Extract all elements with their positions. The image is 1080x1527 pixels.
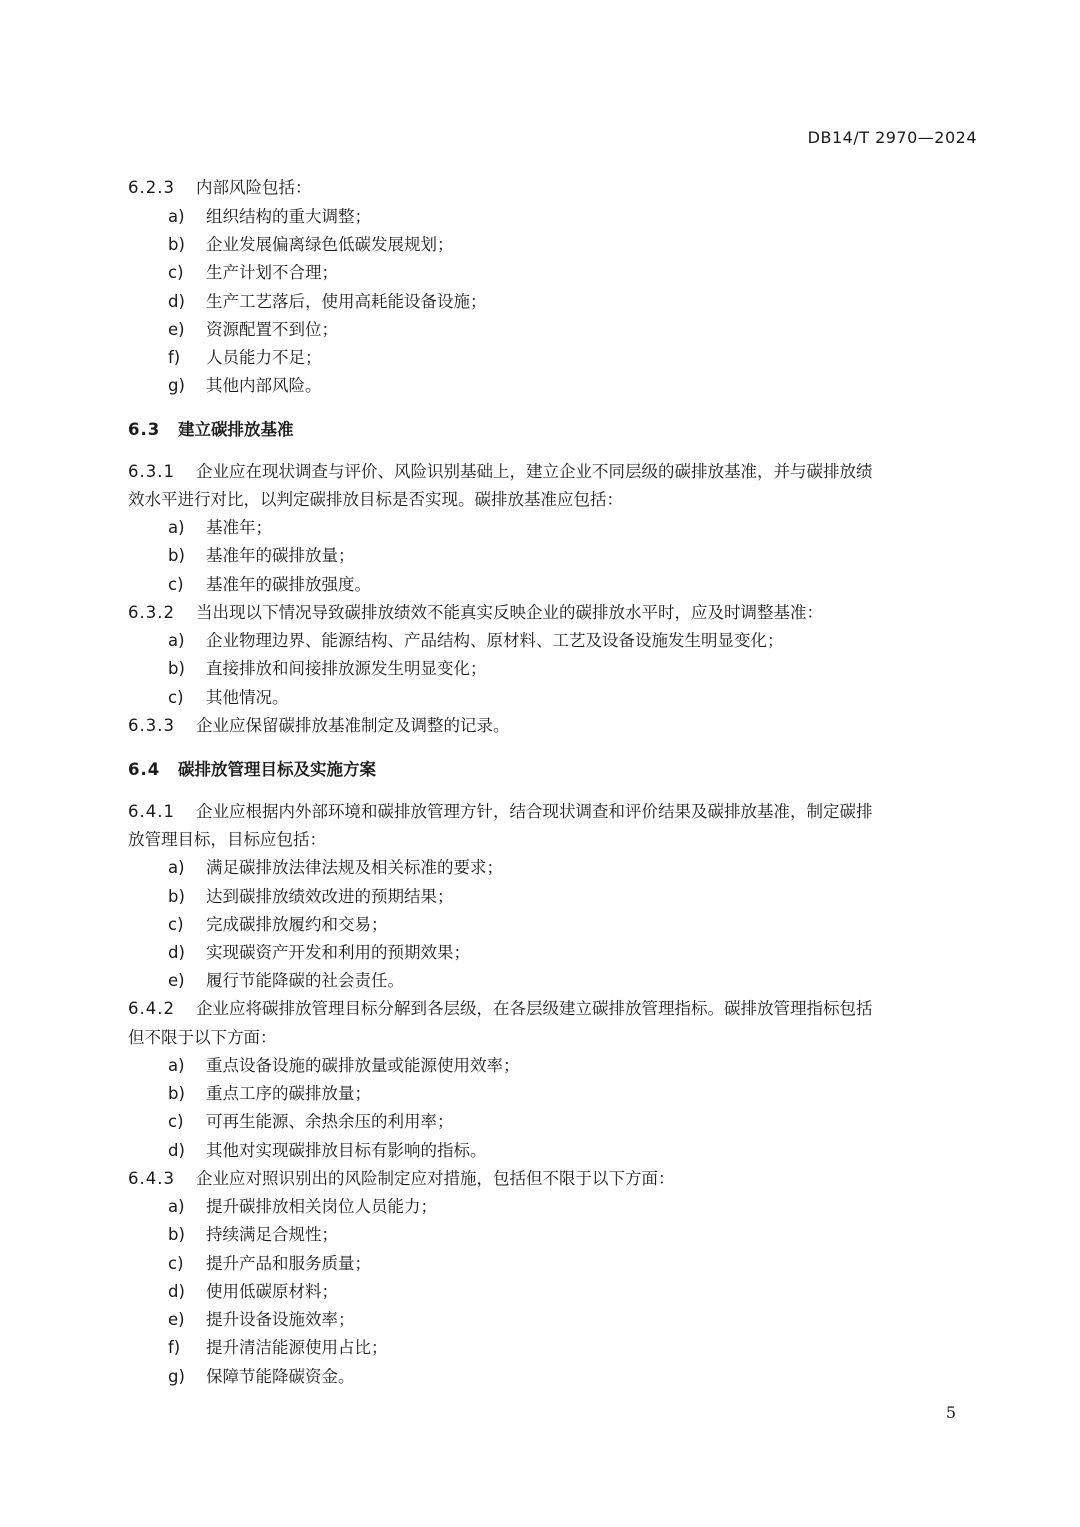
item-mark: b) <box>168 659 185 678</box>
item-mark: e) <box>168 971 185 990</box>
clause-6-4-3 <box>128 1168 977 1190</box>
item-text: 提升设备设施效率； <box>206 1310 355 1329</box>
item-text: 达到碳排放绩效改进的预期结果； <box>206 887 454 906</box>
list-item <box>168 319 977 341</box>
item-text: 履行节能降碳的社会责任。 <box>206 971 404 990</box>
list-item <box>168 886 977 908</box>
list-item <box>168 262 977 284</box>
item-text: 提升产品和服务质量； <box>206 1254 371 1273</box>
document-code: DB14/T 2970—2024 <box>807 128 977 147</box>
clause-text: 内部风险包括： <box>196 178 312 197</box>
item-mark: c) <box>168 263 184 282</box>
list-item <box>168 574 977 596</box>
item-text: 提升清洁能源使用占比； <box>206 1338 388 1357</box>
item-mark: d) <box>168 943 185 962</box>
item-text: 基准年的碳排放强度。 <box>206 575 371 594</box>
list-item <box>168 857 977 879</box>
item-text: 其他对实现碳排放目标有影响的指标。 <box>206 1141 487 1160</box>
item-text: 重点工序的碳排放量； <box>206 1084 371 1103</box>
section-number: 6.3 <box>128 420 161 439</box>
list-item <box>168 942 977 964</box>
clause-6-3-2 <box>128 602 977 624</box>
item-text: 满足碳排放法律法规及相关标准的要求； <box>206 858 503 877</box>
list-item <box>168 517 977 539</box>
clause-text: 企业应根据内外部环境和碳排放管理方针，结合现状调查和评价结果及碳排放基准，制定碳排 <box>196 802 873 821</box>
item-text: 人员能力不足； <box>206 348 322 367</box>
list-item <box>168 234 977 256</box>
section-heading-6-4 <box>128 759 977 781</box>
clause-number: 6.4.1 <box>128 802 175 821</box>
clause-text: 企业应保留碳排放基准制定及调整的记录。 <box>196 716 510 735</box>
clause-continuation: 放管理目标，目标应包括： <box>128 830 326 849</box>
list-item <box>168 347 977 369</box>
list-item <box>168 206 977 228</box>
item-mark: d) <box>168 1282 185 1301</box>
list-item <box>168 914 977 936</box>
item-mark: b) <box>168 887 185 906</box>
item-text: 直接排放和间接排放源发生明显变化； <box>206 659 487 678</box>
list-item <box>168 658 977 680</box>
list-item <box>168 970 977 992</box>
clause-number: 6.2.3 <box>128 178 175 197</box>
item-mark: c) <box>168 1112 184 1131</box>
section-title: 碳排放管理目标及实施方案 <box>178 760 376 779</box>
page-number: 5 <box>945 1403 956 1422</box>
section-number: 6.4 <box>128 760 161 779</box>
list-item <box>168 1196 977 1218</box>
item-mark: b) <box>168 235 185 254</box>
item-mark: a) <box>168 1197 185 1216</box>
item-mark: c) <box>168 1254 184 1273</box>
list-item <box>168 291 977 313</box>
section-title: 建立碳排放基准 <box>178 420 294 439</box>
item-text: 完成碳排放履约和交易； <box>206 915 388 934</box>
item-mark: a) <box>168 858 185 877</box>
item-text: 重点设备设施的碳排放量或能源使用效率； <box>206 1056 520 1075</box>
item-mark: a) <box>168 631 185 650</box>
item-mark: a) <box>168 518 185 537</box>
clause-number: 6.3.1 <box>128 462 175 481</box>
clause-number: 6.3.2 <box>128 603 175 622</box>
list-item <box>168 1055 977 1077</box>
item-mark: d) <box>168 292 185 311</box>
item-mark: b) <box>168 1225 185 1244</box>
item-text: 实现碳资产开发和利用的预期效果； <box>206 943 470 962</box>
list-item <box>168 1337 977 1359</box>
item-text: 其他内部风险。 <box>206 376 322 395</box>
item-text: 组织结构的重大调整； <box>206 207 371 226</box>
list-item <box>168 1140 977 1162</box>
item-text: 其他情况。 <box>206 688 289 707</box>
item-text: 提升碳排放相关岗位人员能力； <box>206 1197 437 1216</box>
clause-text: 企业应将碳排放管理目标分解到各层级，在各层级建立碳排放管理指标。碳排放管理指标包括 <box>196 999 873 1018</box>
item-mark: d) <box>168 1141 185 1160</box>
clause-6-4-1 <box>128 801 977 823</box>
list-item <box>168 630 977 652</box>
item-mark: c) <box>168 575 184 594</box>
item-mark: a) <box>168 1056 185 1075</box>
list-item <box>168 545 977 567</box>
item-mark: e) <box>168 1310 185 1329</box>
clause-6-3-3 <box>128 715 977 737</box>
list-item <box>168 1309 977 1331</box>
list-item <box>168 1111 977 1133</box>
item-mark: g) <box>168 1367 185 1386</box>
clause-number: 6.3.3 <box>128 716 175 735</box>
clause-6-2-3 <box>128 177 977 199</box>
item-text: 保障节能降碳资金。 <box>206 1367 355 1386</box>
list-item <box>168 1281 977 1303</box>
list-item <box>168 1083 977 1105</box>
clause-text: 企业应对照识别出的风险制定应对措施，包括但不限于以下方面： <box>196 1169 675 1188</box>
item-mark: c) <box>168 688 184 707</box>
item-text: 生产计划不合理； <box>206 263 338 282</box>
list-item <box>168 1224 977 1246</box>
item-mark: a) <box>168 207 185 226</box>
clause-text: 企业应在现状调查与评价、风险识别基础上，建立企业不同层级的碳排放基准，并与碳排放绩 <box>196 462 873 481</box>
item-text: 资源配置不到位； <box>206 320 338 339</box>
list-item <box>168 1253 977 1275</box>
item-mark: g) <box>168 376 185 395</box>
item-mark: b) <box>168 546 185 565</box>
clause-text: 当出现以下情况导致碳排放绩效不能真实反映企业的碳排放水平时，应及时调整基准： <box>196 603 823 622</box>
item-text: 企业发展偏离绿色低碳发展规划； <box>206 235 454 254</box>
item-text: 企业物理边界、能源结构、产品结构、原材料、工艺及设备设施发生明显变化； <box>206 631 784 650</box>
list-item <box>168 687 977 709</box>
section-heading-6-3 <box>128 419 977 441</box>
item-text: 可再生能源、余热余压的利用率； <box>206 1112 454 1131</box>
item-mark: b) <box>168 1084 185 1103</box>
item-mark: e) <box>168 320 185 339</box>
item-mark: f) <box>168 1338 181 1357</box>
clause-6-4-2 <box>128 998 977 1020</box>
item-text: 持续满足合规性； <box>206 1225 338 1244</box>
list-item <box>168 375 977 397</box>
clause-number: 6.4.3 <box>128 1169 175 1188</box>
item-text: 生产工艺落后，使用高耗能设备设施； <box>206 292 487 311</box>
clause-continuation: 效水平进行对比，以判定碳排放目标是否实现。碳排放基准应包括： <box>128 490 623 509</box>
item-text: 基准年的碳排放量； <box>206 546 355 565</box>
list-item <box>168 1366 977 1388</box>
item-mark: c) <box>168 915 184 934</box>
item-text: 基准年； <box>206 518 272 537</box>
clause-6-3-1 <box>128 461 977 483</box>
clause-number: 6.4.2 <box>128 999 175 1018</box>
item-text: 使用低碳原材料； <box>206 1282 338 1301</box>
item-mark: f) <box>168 348 181 367</box>
clause-continuation: 但不限于以下方面： <box>128 1028 277 1047</box>
